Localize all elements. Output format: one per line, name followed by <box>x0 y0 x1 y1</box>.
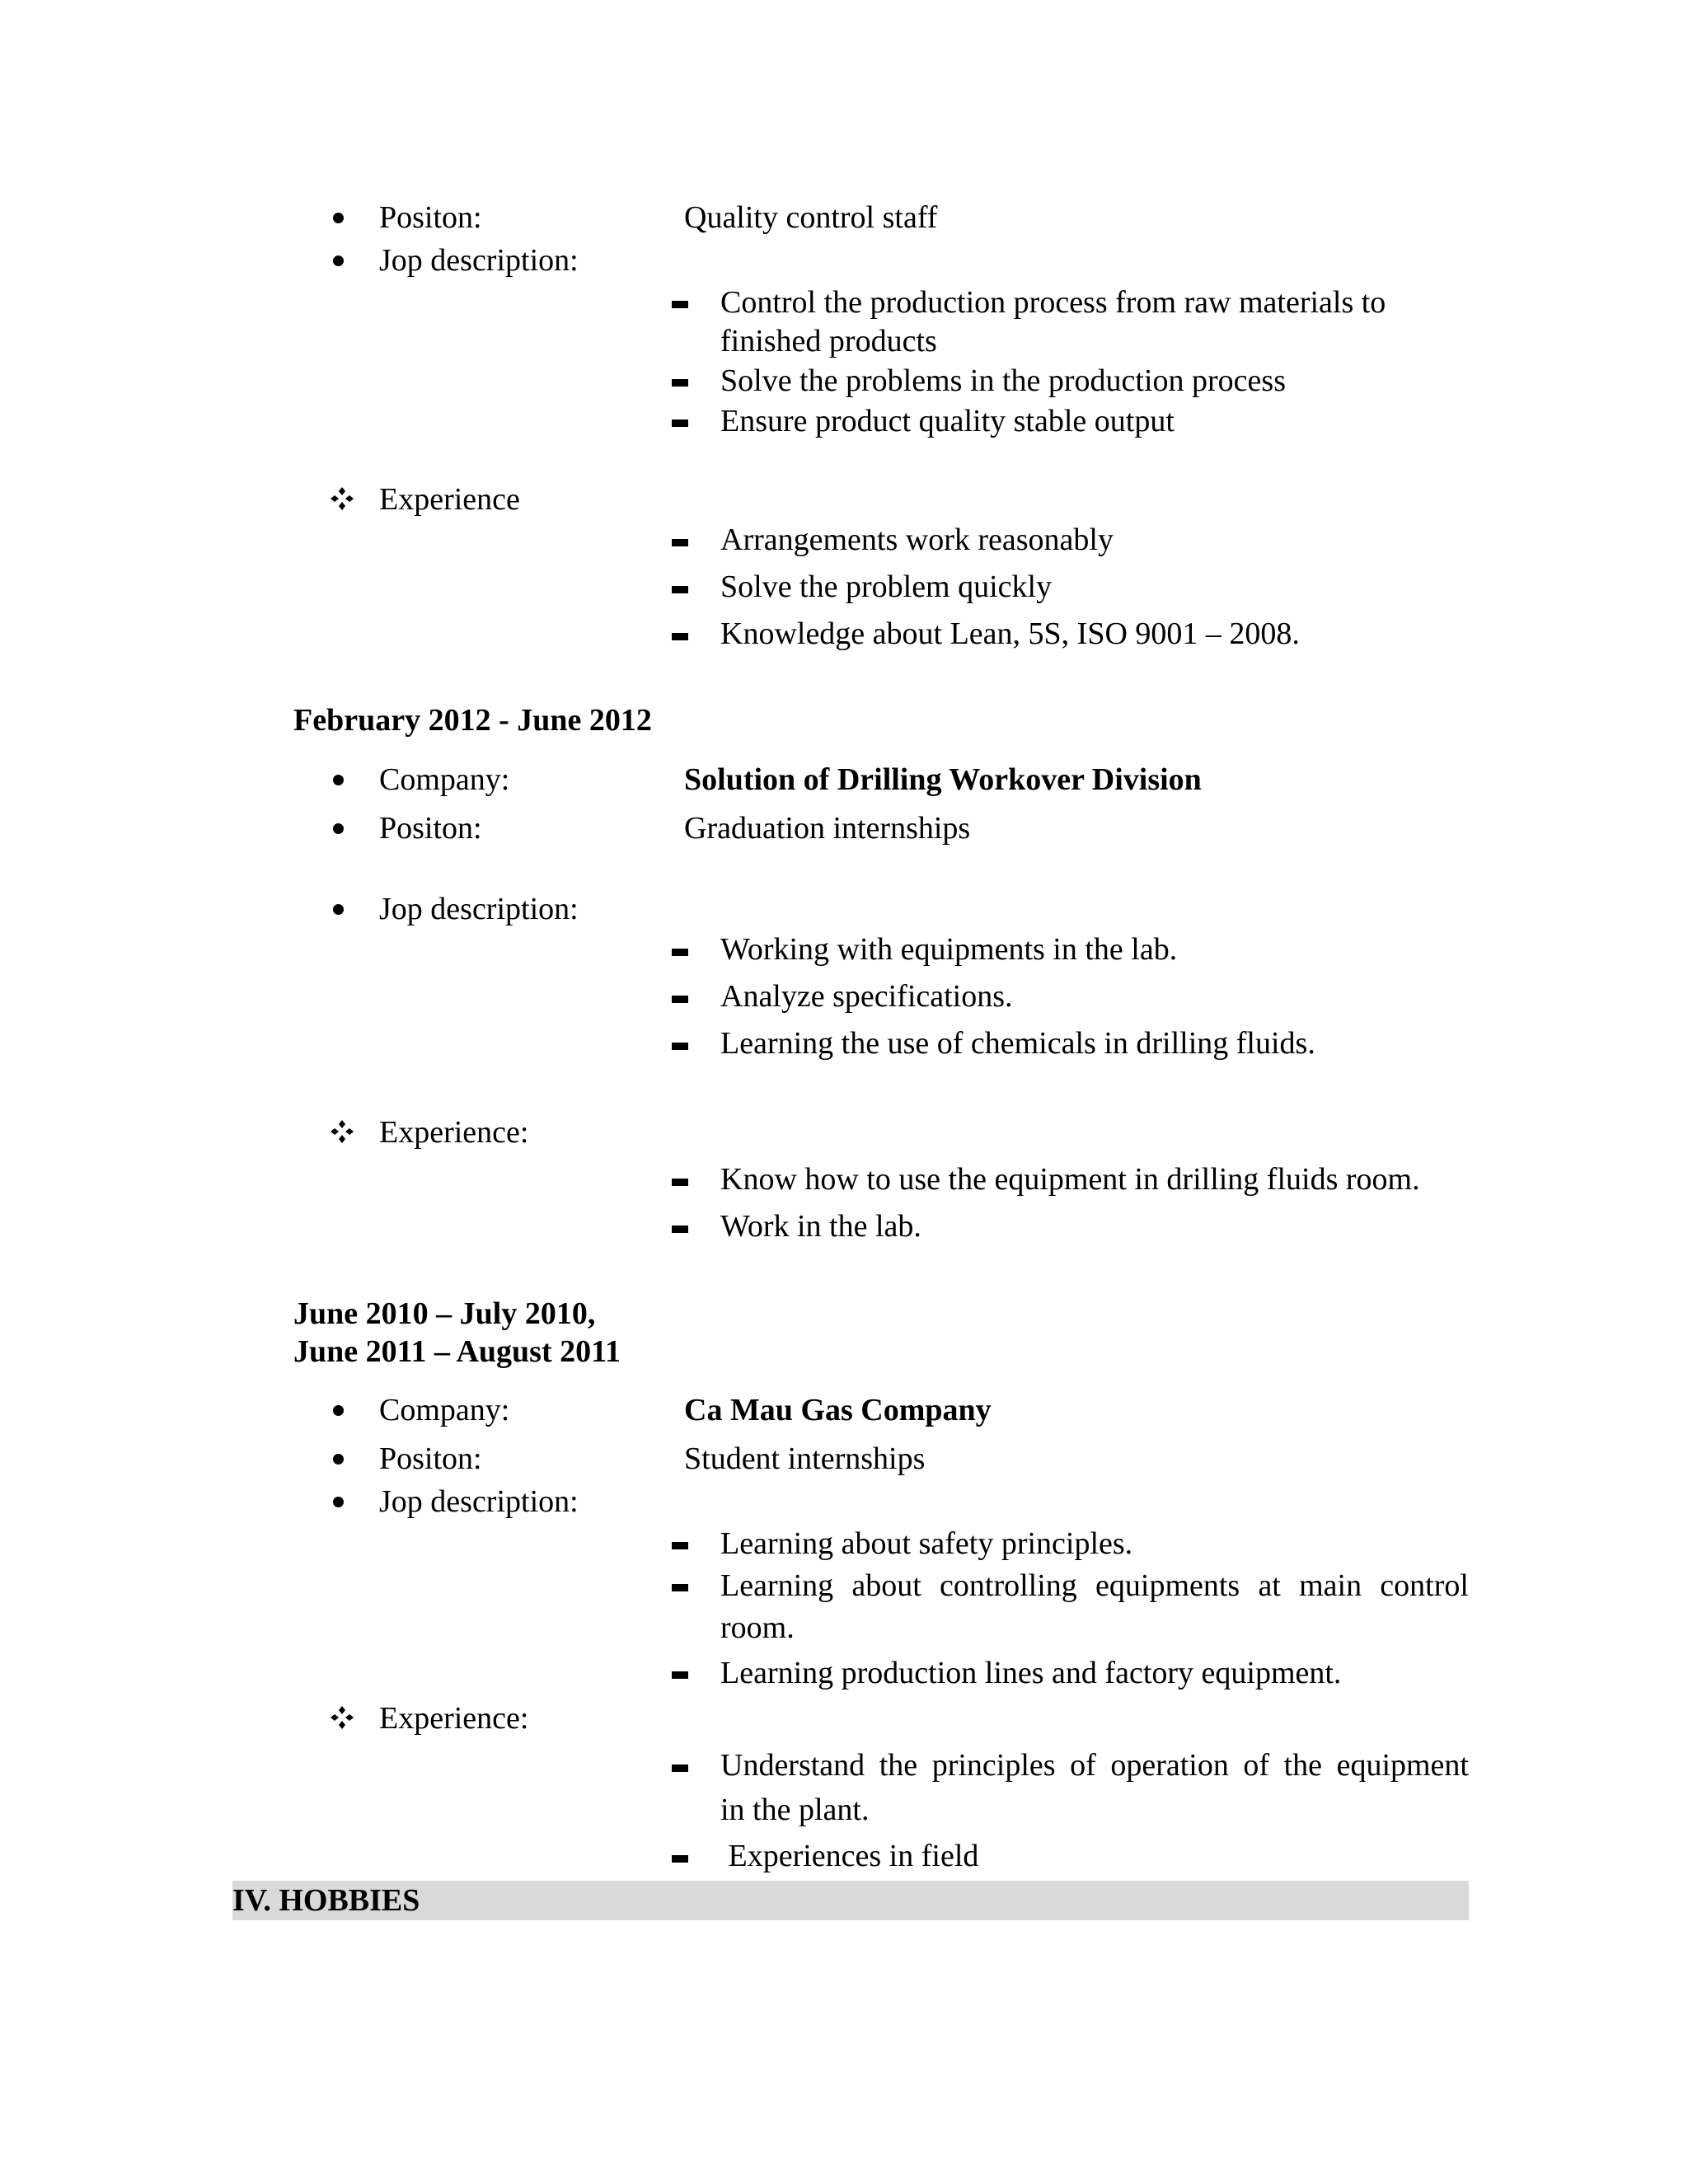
company-label: Company: <box>379 762 510 797</box>
company-label: Company: <box>379 1393 510 1427</box>
four-diamond-icon <box>330 486 354 511</box>
experience-item: Solve the problem quickly <box>720 569 1053 604</box>
dash-bullet-icon <box>672 949 688 956</box>
dash-bullet-icon <box>672 1765 688 1772</box>
dash-bullet-icon <box>672 379 688 387</box>
job-description-item <box>720 1566 1469 1605</box>
bullet-dot-icon <box>333 1405 344 1416</box>
four-diamond-icon <box>330 1119 354 1144</box>
bullet-dot-icon <box>333 904 344 915</box>
word: the <box>1283 1748 1323 1783</box>
job-description-item: Working with equipments in the lab. <box>720 932 1178 967</box>
word: Learning <box>720 1568 834 1603</box>
word: the <box>879 1748 918 1783</box>
dash-bullet-icon <box>672 1179 688 1186</box>
dash-bullet-icon <box>672 1542 688 1549</box>
dash-bullet-icon <box>672 1226 688 1233</box>
experience-item: Know how to use the equipment in drilling fluids room. <box>720 1162 1420 1197</box>
word: main <box>1299 1568 1362 1603</box>
job-description-item: Learning the use of chemicals in drilling fluids. <box>720 1026 1315 1061</box>
position-label: Positon: <box>379 1441 482 1476</box>
bullet-dot-icon <box>333 1454 344 1465</box>
section-title-hobbies: IV. HOBBIES <box>232 1883 420 1918</box>
bullet-dot-icon <box>333 213 344 223</box>
position-value: Graduation internships <box>684 811 971 846</box>
employment-period: June 2011 – August 2011 <box>293 1334 621 1369</box>
job-description-item: Ensure product quality stable output <box>720 404 1175 438</box>
job-description-item-continued: room. <box>720 1610 795 1645</box>
position-label: Positon: <box>379 200 482 235</box>
experience-item-continued: in the plant. <box>720 1793 870 1827</box>
job-description-item: Analyze specifications. <box>720 979 1013 1014</box>
company-value: Ca Mau Gas Company <box>684 1393 992 1427</box>
job-description-item: Solve the problems in the production process <box>720 363 1286 398</box>
dash-bullet-icon <box>672 539 688 546</box>
dash-bullet-icon <box>672 1584 688 1591</box>
company-value: Solution of Drilling Workover Division <box>684 762 1202 797</box>
job-description-item-continued: finished products <box>720 324 937 359</box>
word: about <box>851 1568 921 1603</box>
word: Understand <box>720 1748 865 1783</box>
experience-item: Experiences in field <box>720 1839 979 1873</box>
dash-bullet-icon <box>672 419 688 427</box>
position-value: Quality control staff <box>684 200 938 235</box>
position-label: Positon: <box>379 811 482 846</box>
employment-period: June 2010 – July 2010, <box>293 1296 596 1331</box>
dash-bullet-icon <box>672 301 688 308</box>
job-description-label: Jop description: <box>379 892 579 926</box>
word: equipments <box>1095 1568 1240 1603</box>
bullet-dot-icon <box>333 1497 344 1507</box>
experience-item: Arrangements work reasonably <box>720 523 1114 557</box>
job-description-label: Jop description: <box>379 1484 579 1519</box>
dash-bullet-icon <box>672 996 688 1003</box>
bullet-dot-icon <box>333 823 344 834</box>
employment-period: February 2012 - June 2012 <box>293 703 652 738</box>
dash-bullet-icon <box>672 586 688 593</box>
word: operation <box>1110 1748 1229 1783</box>
word: controlling <box>940 1568 1077 1603</box>
bullet-dot-icon <box>333 255 344 266</box>
dash-bullet-icon <box>672 1671 688 1679</box>
word: at <box>1258 1568 1281 1603</box>
experience-item: Work in the lab. <box>720 1209 921 1244</box>
four-diamond-icon <box>330 1705 354 1730</box>
word: of <box>1070 1748 1096 1783</box>
experience-label: Experience <box>379 482 520 517</box>
dash-bullet-icon <box>672 1855 688 1863</box>
experience-label: Experience: <box>379 1115 529 1150</box>
word: equipment <box>1336 1748 1469 1783</box>
word: control <box>1380 1568 1469 1603</box>
dash-bullet-icon <box>672 1043 688 1050</box>
job-description-item: Learning about safety principles. <box>720 1526 1133 1561</box>
dash-bullet-icon <box>672 633 688 640</box>
word: of <box>1243 1748 1270 1783</box>
experience-item <box>720 1746 1469 1785</box>
job-description-label: Jop description: <box>379 243 579 278</box>
job-description-item: Learning production lines and factory equipment. <box>720 1656 1342 1690</box>
bullet-dot-icon <box>333 775 344 785</box>
word: principles <box>931 1748 1056 1783</box>
job-description-item: Control the production process from raw materials to <box>720 285 1386 320</box>
experience-label: Experience: <box>379 1701 529 1736</box>
experience-item: Knowledge about Lean, 5S, ISO 9001 – 2008. <box>720 616 1300 651</box>
position-value: Student internships <box>684 1441 926 1476</box>
